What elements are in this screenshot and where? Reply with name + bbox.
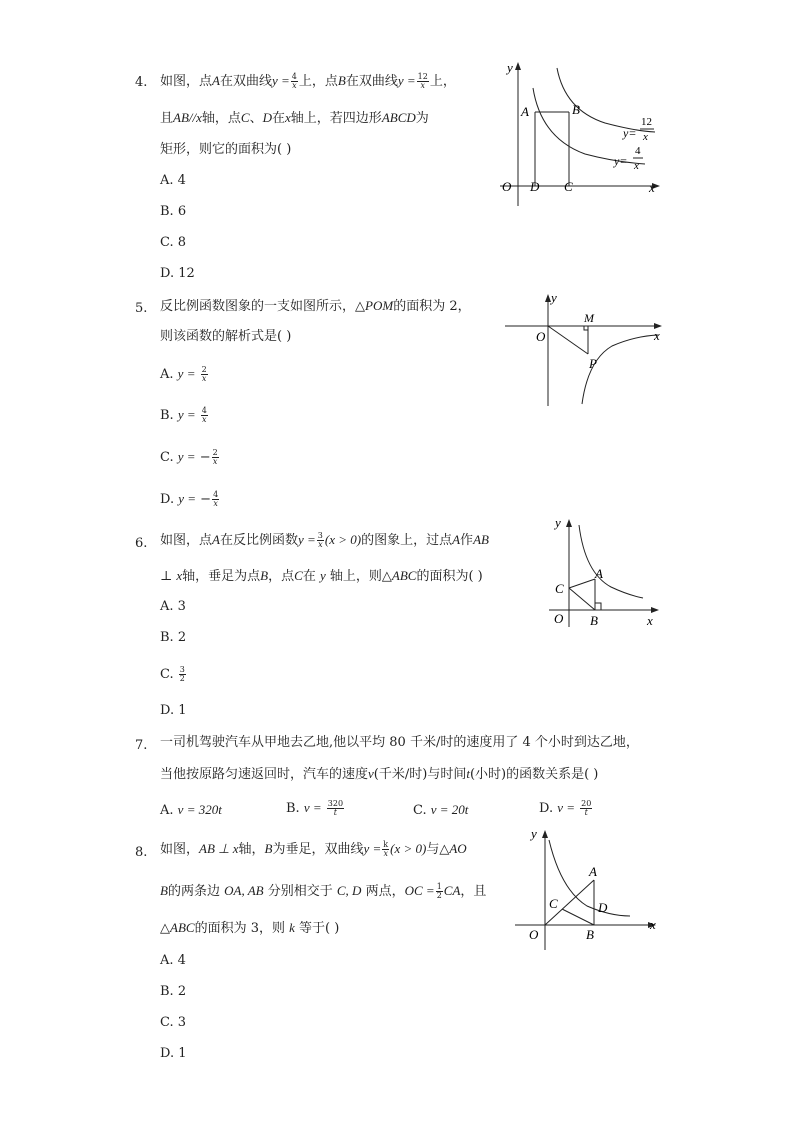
- q8-fig-O: O: [529, 927, 539, 942]
- q7-line2: 当他按原路匀速返回时，汽车的速度v(千米/时)与时间t(小时)的函数关系是( ): [160, 766, 599, 782]
- q4-fig-B: B: [572, 102, 580, 117]
- q5-number: 5.: [135, 301, 148, 316]
- q8-option-c[interactable]: C. 3: [160, 1015, 187, 1030]
- q7-option-c[interactable]: C. v = 20t: [413, 802, 469, 818]
- q4-option-a[interactable]: A. 4: [160, 173, 186, 188]
- q4-line3: 矩形，则它的面积为( ): [160, 142, 292, 157]
- q7-option-b[interactable]: B. v = $\frac{320}{t}$: [286, 799, 344, 817]
- q5-fig-x: x: [654, 328, 660, 343]
- q6-fig-y: y: [555, 515, 561, 530]
- q5-line2: 则该函数的解析式是( ): [160, 329, 292, 344]
- q4-option-b[interactable]: B. 6: [160, 204, 187, 219]
- q8-line2: B的两条边 OA, AB 分别相交于 C, D 两点，OC = $\frac{1}{2}$ CA，且: [160, 882, 487, 900]
- q5-fig-O: O: [536, 329, 546, 344]
- q6-option-b[interactable]: B. 2: [160, 630, 187, 645]
- q5-fig-P: P: [589, 356, 597, 371]
- q6-line2: ⊥ x轴，垂足为点B，点C在 y 轴上，则△ABC的面积为( ): [160, 568, 483, 584]
- q6-fig-O: O: [554, 611, 564, 626]
- q4-option-d[interactable]: D. 12: [160, 266, 195, 281]
- q5-fig-M: M: [584, 311, 594, 325]
- q8-figure: [505, 822, 665, 954]
- q7-line1: 一司机驾驶汽车从甲地去乙地,他以平均 80 千米/时的速度用了 4 个小时到达乙地，: [160, 735, 639, 750]
- q4-number: 4.: [135, 75, 148, 90]
- q8-option-d[interactable]: D. 1: [160, 1046, 187, 1061]
- q8-fig-B: B: [586, 927, 594, 942]
- q6-fig-B: B: [590, 613, 598, 628]
- q8-number: 8.: [135, 845, 148, 860]
- q5-figure: [500, 288, 670, 410]
- q4-fig-curve1-y: y=: [623, 126, 637, 140]
- q5-option-b[interactable]: B. y = $\frac{4}{x}$: [160, 406, 207, 424]
- q4-fig-y: y: [507, 60, 513, 75]
- q4-fig-curve2-num: 4: [635, 145, 641, 157]
- q6-line1: 如图，点A在反比例函数y = $\frac{3}{x}$ (x > 0)的图象上，过点A作AB: [160, 531, 489, 549]
- q8-fig-C: C: [549, 896, 558, 911]
- q5-line1: 反比例函数图象的一支如图所示，△POM的面积为 2，: [160, 298, 471, 314]
- q6-option-a[interactable]: A. 3: [160, 599, 186, 614]
- q4-fig-C: C: [564, 179, 573, 194]
- q6-figure: [543, 513, 668, 631]
- q8-fig-y: y: [531, 826, 537, 841]
- q7-option-d[interactable]: D. v = $\frac{20}{t}$: [539, 799, 592, 817]
- q4-fig-curve1-num: 12: [641, 116, 652, 128]
- q4-fig-x: x: [649, 180, 655, 195]
- q6-fig-C: C: [555, 581, 564, 596]
- q7-number: 7.: [135, 738, 148, 753]
- q8-fig-D: D: [598, 900, 608, 915]
- q4-line2: 且AB//x轴，点C、D在x轴上，若四边形ABCD为: [160, 110, 429, 126]
- q8-fig-x: x: [650, 917, 656, 932]
- q4-fig-curve2-y: y=: [614, 154, 628, 168]
- q4-line1: 如图，点A在双曲线y = $\frac{4}{x}$ 上，点B在双曲线y = $\frac{12}{x}$ 上，: [160, 72, 456, 90]
- q6-option-c[interactable]: C. $\frac{3}{2}$: [160, 665, 185, 683]
- q6-number: 6.: [135, 536, 148, 551]
- q8-option-b[interactable]: B. 2: [160, 984, 187, 999]
- q4-fig-curve2-den: x: [634, 160, 639, 172]
- q4-fig-D: D: [530, 179, 540, 194]
- q4-fig-O: O: [502, 179, 512, 194]
- q7-option-a[interactable]: A. v = 320t: [160, 802, 222, 818]
- q6-fig-x: x: [647, 613, 653, 628]
- q5-option-a[interactable]: A. y = $\frac{2}{x}$: [160, 365, 207, 383]
- q5-option-c[interactable]: C. y = − $\frac{2}{x}$: [160, 448, 218, 466]
- q5-option-d[interactable]: D. y = − $\frac{4}{x}$: [160, 490, 219, 508]
- q4-option-c[interactable]: C. 8: [160, 235, 187, 250]
- q8-option-a[interactable]: A. 4: [160, 953, 186, 968]
- q4-fig-curve1-den: x: [643, 131, 648, 143]
- q5-fig-y: y: [551, 290, 557, 305]
- q8-fig-A: A: [589, 864, 597, 879]
- q6-curve: [579, 525, 643, 598]
- q6-option-d[interactable]: D. 1: [160, 703, 187, 718]
- q8-line1: 如图，AB ⊥ x轴，B为垂足，双曲线y = $\frac{k}{x}$ (x > 0)与△AO: [160, 840, 467, 858]
- q8-line3: △ABC的面积为 3，则 k 等于( ): [160, 920, 340, 936]
- q6-fig-A: A: [595, 566, 603, 581]
- q4-fig-A: A: [521, 104, 529, 119]
- q4-figure: [495, 58, 665, 210]
